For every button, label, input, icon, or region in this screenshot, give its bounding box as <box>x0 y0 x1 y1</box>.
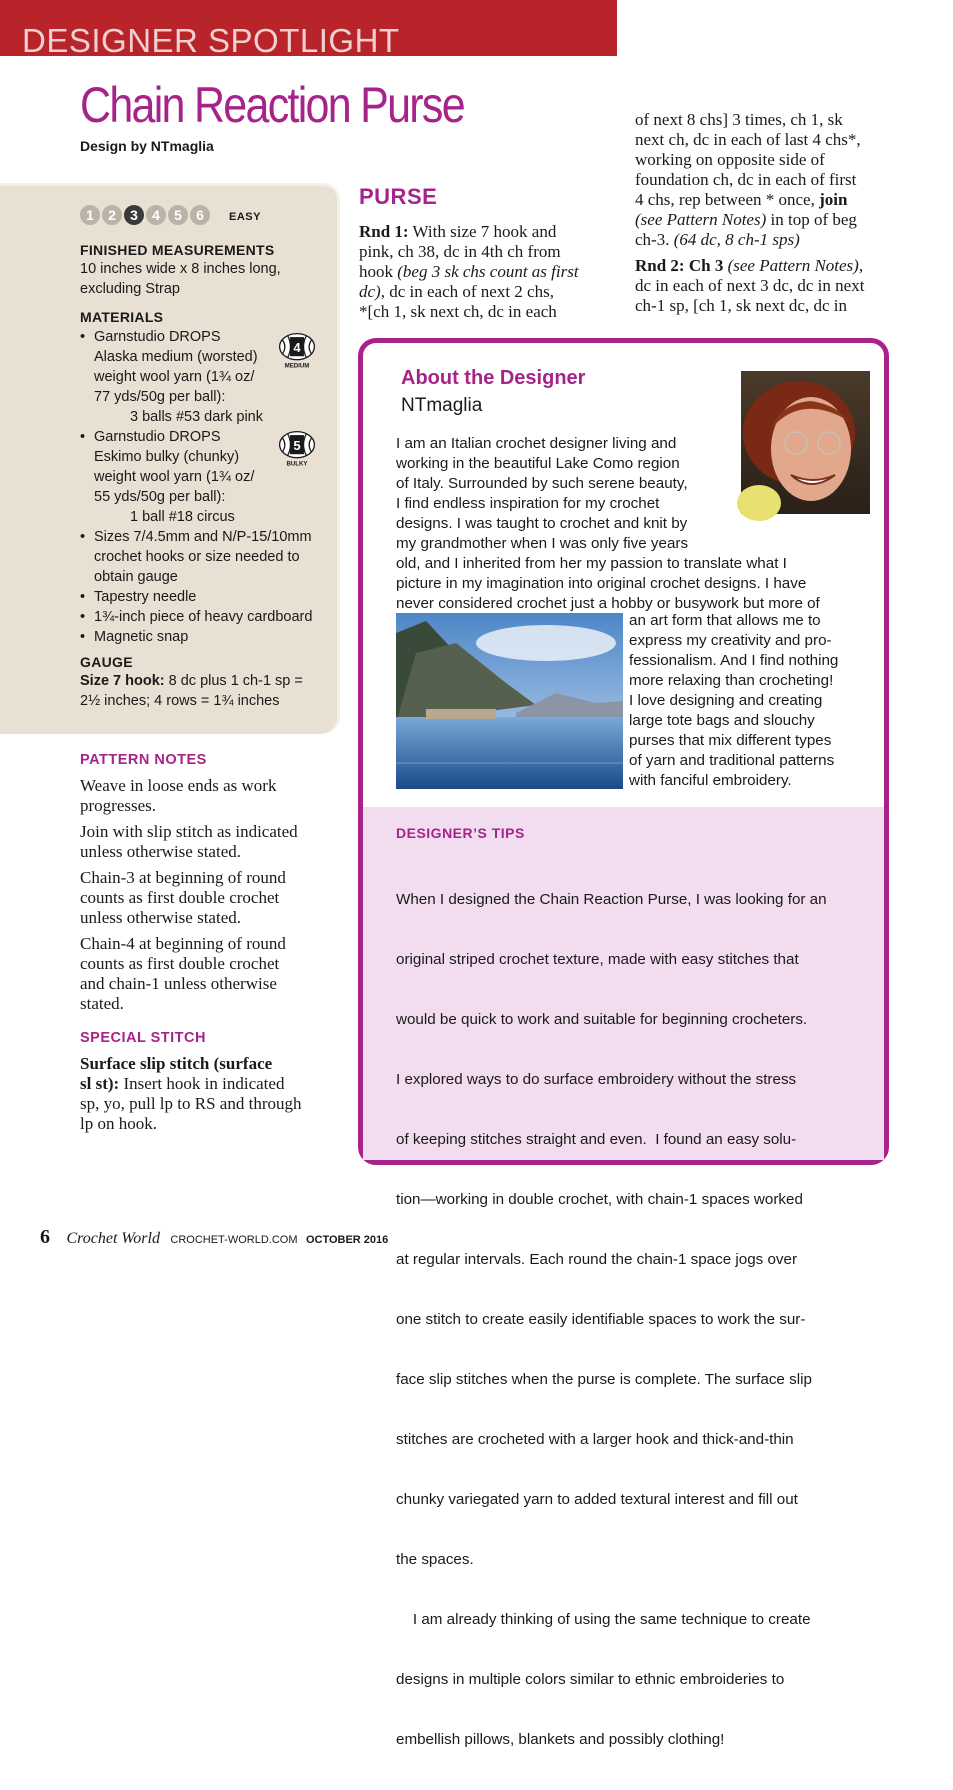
material-hooks <box>80 527 335 587</box>
note-2-line-1: Join with slip stitch as indicated <box>80 822 298 841</box>
col3-line-5b: join <box>819 190 848 209</box>
tips-line-12: the spaces. <box>396 1551 474 1568</box>
note-4-line-3: and chain-1 unless otherwise <box>80 974 277 993</box>
rnd1-line-5: *[ch 1, sk next ch, dc in each <box>359 302 557 321</box>
skill-level-label: EASY <box>229 211 261 223</box>
note-1 <box>80 776 345 816</box>
special-stitch-rest-2: sp, yo, pull lp to RS and through <box>80 1094 302 1113</box>
hooks-line-2: crochet hooks or size needed to <box>94 549 300 565</box>
gauge-text-1: 8 dc plus 1 ch-1 sp = <box>164 673 303 689</box>
skill-level-6: 6 <box>190 205 210 225</box>
tips-line-15: embellish pillows, blankets and possibly clothing! <box>396 1731 725 1748</box>
rnd2-label: Rnd 2: Ch 3 <box>635 256 724 275</box>
bio-right-line-2: express my creativity and pro- <box>629 632 832 649</box>
tips-line-3: would be quick to work and suitable for beginning crocheters. <box>396 1011 808 1028</box>
material-snap: • Magnetic snap <box>80 627 335 647</box>
bio-line-5: designs. I was taught to crochet and knit by <box>396 515 688 532</box>
tips-line-5: of keeping stitches straight and even. I found an easy solu- <box>396 1131 797 1148</box>
note-4-line-4: stated. <box>80 994 124 1013</box>
note-4-line-2: counts as first double crochet <box>80 954 280 973</box>
note-1-line-2: progresses. <box>80 796 157 815</box>
yarn1-amount: 3 balls #53 dark pink <box>130 409 263 425</box>
page-number: 6 <box>40 1226 50 1248</box>
rnd1-line-3b: (beg 3 sk chs count as first <box>397 262 579 281</box>
yarn1-line-3: weight wool yarn (1¾ oz/ <box>94 369 255 385</box>
rnd2-comma: , <box>858 256 864 275</box>
note-4-line-1: Chain-4 at beginning of round <box>80 934 286 953</box>
bio-right-line-4: more relaxing than crocheting! <box>629 672 834 689</box>
note-2-line-2: unless otherwise stated. <box>80 842 241 861</box>
about-designer-heading: About the Designer <box>401 367 586 389</box>
skill-level-1: 1 <box>80 205 100 225</box>
skill-level-3: 3 <box>124 205 144 225</box>
bio-right-line-7: purses that mix different types <box>629 732 832 749</box>
finished-line-1: 10 inches wide x 8 inches long, <box>80 261 281 277</box>
col3-line-2: next ch, dc in each of last 4 chs*, <box>635 130 861 149</box>
bio-line-8: picture in my imagination into original crochet designs. I have <box>396 575 807 592</box>
designer-bio-right <box>629 611 884 791</box>
yarn2-line-1: • Garnstudio DROPS <box>94 429 221 445</box>
pattern-notes-heading: PATTERN NOTES <box>80 752 207 768</box>
bio-line-2: working in the beautiful Lake Como region <box>396 455 680 472</box>
yarn2-line-4: 55 yds/50g per ball): <box>94 489 226 505</box>
tips-line-6: tion—working in double crochet, with chain-1 spaces worked <box>396 1191 803 1208</box>
tips-line-7: at regular intervals. Each round the chain-1 space jogs over <box>396 1251 798 1268</box>
bio-line-3: of Italy. Surrounded by such serene beauty, <box>396 475 688 492</box>
tips-line-1: When I designed the Chain Reaction Purse, I was looking for an <box>396 891 827 908</box>
special-stitch <box>80 1030 345 1134</box>
designer-tips-text <box>396 850 876 1790</box>
yarn1-line-1: • Garnstudio DROPS <box>94 329 221 345</box>
col3-line-6a: (see Pattern Notes) <box>635 210 767 229</box>
skill-level-2: 2 <box>102 205 122 225</box>
gauge-bold: Size 7 hook: <box>80 673 165 689</box>
note-3-line-1: Chain-3 at beginning of round <box>80 868 286 887</box>
byline: Design by NTmaglia <box>80 138 214 154</box>
gauge-section <box>80 654 335 711</box>
tips-line-14: designs in multiple colors similar to ethnic embroideries to <box>396 1671 785 1688</box>
magazine-name: Crochet World <box>66 1230 160 1247</box>
bio-right-line-1: an art form that allows me to <box>629 612 821 629</box>
purse-heading: PURSE <box>359 184 438 209</box>
magazine-url: CROCHET-WORLD.COM <box>170 1234 298 1246</box>
yarn2-badge-label: BULKY <box>286 460 308 468</box>
yarn-weight-medium-icon <box>274 331 320 376</box>
tips-line-13: I am already thinking of using the same technique to create <box>396 1611 811 1628</box>
designer-tips-heading: DESIGNER’S TIPS <box>396 825 525 841</box>
yarn2-amount: 1 ball #18 circus <box>130 509 235 525</box>
rnd1-line-3a: hook <box>359 262 398 281</box>
note-2 <box>80 822 345 862</box>
note-3 <box>80 868 345 928</box>
page-title: Chain Reaction Purse <box>80 77 464 133</box>
finished-line-2: excluding Strap <box>80 281 180 297</box>
gauge-line-2: 2½ inches; 4 rows = 1¾ inches <box>80 693 280 709</box>
yarn-weight-bulky-icon <box>274 429 320 474</box>
col3-line-6b: in top of beg <box>766 210 857 229</box>
bio-line-4: I find endless inspiration for my crochet <box>396 495 660 512</box>
tips-line-2: original striped crochet texture, made with easy stitches that <box>396 951 799 968</box>
page-footer <box>40 1226 388 1249</box>
col3-line-5a: 4 chs, rep between * once, <box>635 190 820 209</box>
rnd2-italic: (see Pattern Notes) <box>723 256 859 275</box>
issue-date: OCTOBER 2016 <box>305 1234 389 1246</box>
tips-line-8: one stitch to create easily identifiable spaces to work the sur- <box>396 1311 806 1328</box>
yarn2-badge-number: 5 <box>293 437 301 453</box>
tips-line-11: chunky variegated yarn to added textural interest and fill out <box>396 1491 798 1508</box>
bio-right-line-3: fessionalism. And I find nothing <box>629 652 839 669</box>
gauge-heading: GAUGE <box>80 654 133 670</box>
lake-como-photo <box>396 613 623 789</box>
tips-line-10: stitches are crocheted with a larger hook and thick-and-thin <box>396 1431 794 1448</box>
skill-level-5: 5 <box>168 205 188 225</box>
about-designer-box <box>358 338 889 1748</box>
yarn2-line-2: Eskimo bulky (chunky) <box>94 449 240 465</box>
materials-heading: MATERIALS <box>80 309 164 325</box>
bio-line-7: old, and I inherited from her my passion to translate what I <box>396 555 787 572</box>
designer-name: NTmaglia <box>401 395 483 416</box>
finished-heading: FINISHED MEASUREMENTS <box>80 242 275 258</box>
note-1-line-1: Weave in loose ends as work <box>80 776 277 795</box>
hooks-line-3: obtain gauge <box>94 569 178 585</box>
tips-line-9: face slip stitches when the purse is complete. The surface slip <box>396 1371 812 1388</box>
bio-right-line-5: I love designing and creating <box>629 692 823 709</box>
hooks-line-1: • Sizes 7/4.5mm and N/P-15/10mm <box>94 529 312 545</box>
note-4 <box>80 934 345 1014</box>
skill-level-indicator <box>80 205 210 225</box>
purse-col-3 <box>635 110 935 316</box>
special-stitch-bold-2: sl st): <box>80 1074 120 1093</box>
yarn2-line-3: weight wool yarn (1¾ oz/ <box>94 469 255 485</box>
bio-line-9: never considered crochet just a hobby or busywork but more of <box>396 595 820 612</box>
bio-right-line-8: of yarn and traditional patterns <box>629 752 835 769</box>
rnd1-line-4a: dc) <box>359 282 381 301</box>
material-needle: • Tapestry needle <box>80 587 335 607</box>
material-cardboard: • 1¾-inch piece of heavy cardboard <box>80 607 335 627</box>
note-3-line-3: unless otherwise stated. <box>80 908 241 927</box>
col3-line-7a: ch-3. <box>635 230 674 249</box>
purse-section <box>359 184 619 322</box>
rnd1-line-1: With size 7 hook and <box>408 222 557 241</box>
special-stitch-text <box>80 1054 345 1134</box>
designer-bio <box>396 434 876 614</box>
bio-right-line-6: large tote bags and slouchy <box>629 712 815 729</box>
yarn1-line-4: 77 yds/50g per ball): <box>94 389 226 405</box>
special-stitch-bold-1: Surface slip stitch (surface <box>80 1054 273 1073</box>
rnd1-label: Rnd 1: <box>359 222 409 241</box>
yarn1-badge-label: MEDIUM <box>284 362 310 370</box>
rnd2-line-3: ch-1 sp, [ch 1, sk next dc, dc in <box>635 296 847 315</box>
tips-line-4: I explored ways to do surface embroidery without the stress <box>396 1071 797 1088</box>
pattern-notes <box>80 752 345 1014</box>
col3-line-7b: (64 dc, 8 ch-1 sps) <box>673 230 800 249</box>
special-stitch-heading: SPECIAL STITCH <box>80 1030 206 1046</box>
col3-line-4: foundation ch, dc in each of first <box>635 170 857 189</box>
bio-line-6: my grandmother when I was only five years <box>396 535 689 552</box>
finished-measurements <box>80 242 330 299</box>
skill-level-4: 4 <box>146 205 166 225</box>
col3-line-3: working on opposite side of <box>635 150 825 169</box>
round-1-text <box>359 222 619 322</box>
gauge-line-1 <box>80 671 335 691</box>
rnd1-line-4b: , dc in each of next 2 chs, <box>380 282 554 301</box>
rnd2-line-2: dc in each of next 3 dc, dc in next <box>635 276 865 295</box>
section-title: DESIGNER SPOTLIGHT <box>22 22 400 59</box>
rnd1-line-2: pink, ch 38, dc in 4th ch from <box>359 242 561 261</box>
col3-line-1: of next 8 chs] 3 times, ch 1, sk <box>635 110 843 129</box>
note-3-line-2: counts as first double crochet <box>80 888 280 907</box>
special-stitch-rest-3: lp on hook. <box>80 1114 157 1133</box>
special-stitch-rest-1: Insert hook in indicated <box>119 1074 285 1093</box>
yarn1-badge-number: 4 <box>293 339 301 355</box>
bio-line-1: I am an Italian crochet designer living and <box>396 435 677 452</box>
yarn1-line-2: Alaska medium (worsted) <box>94 349 258 365</box>
bio-right-line-9: with fanciful embroidery. <box>629 772 792 789</box>
